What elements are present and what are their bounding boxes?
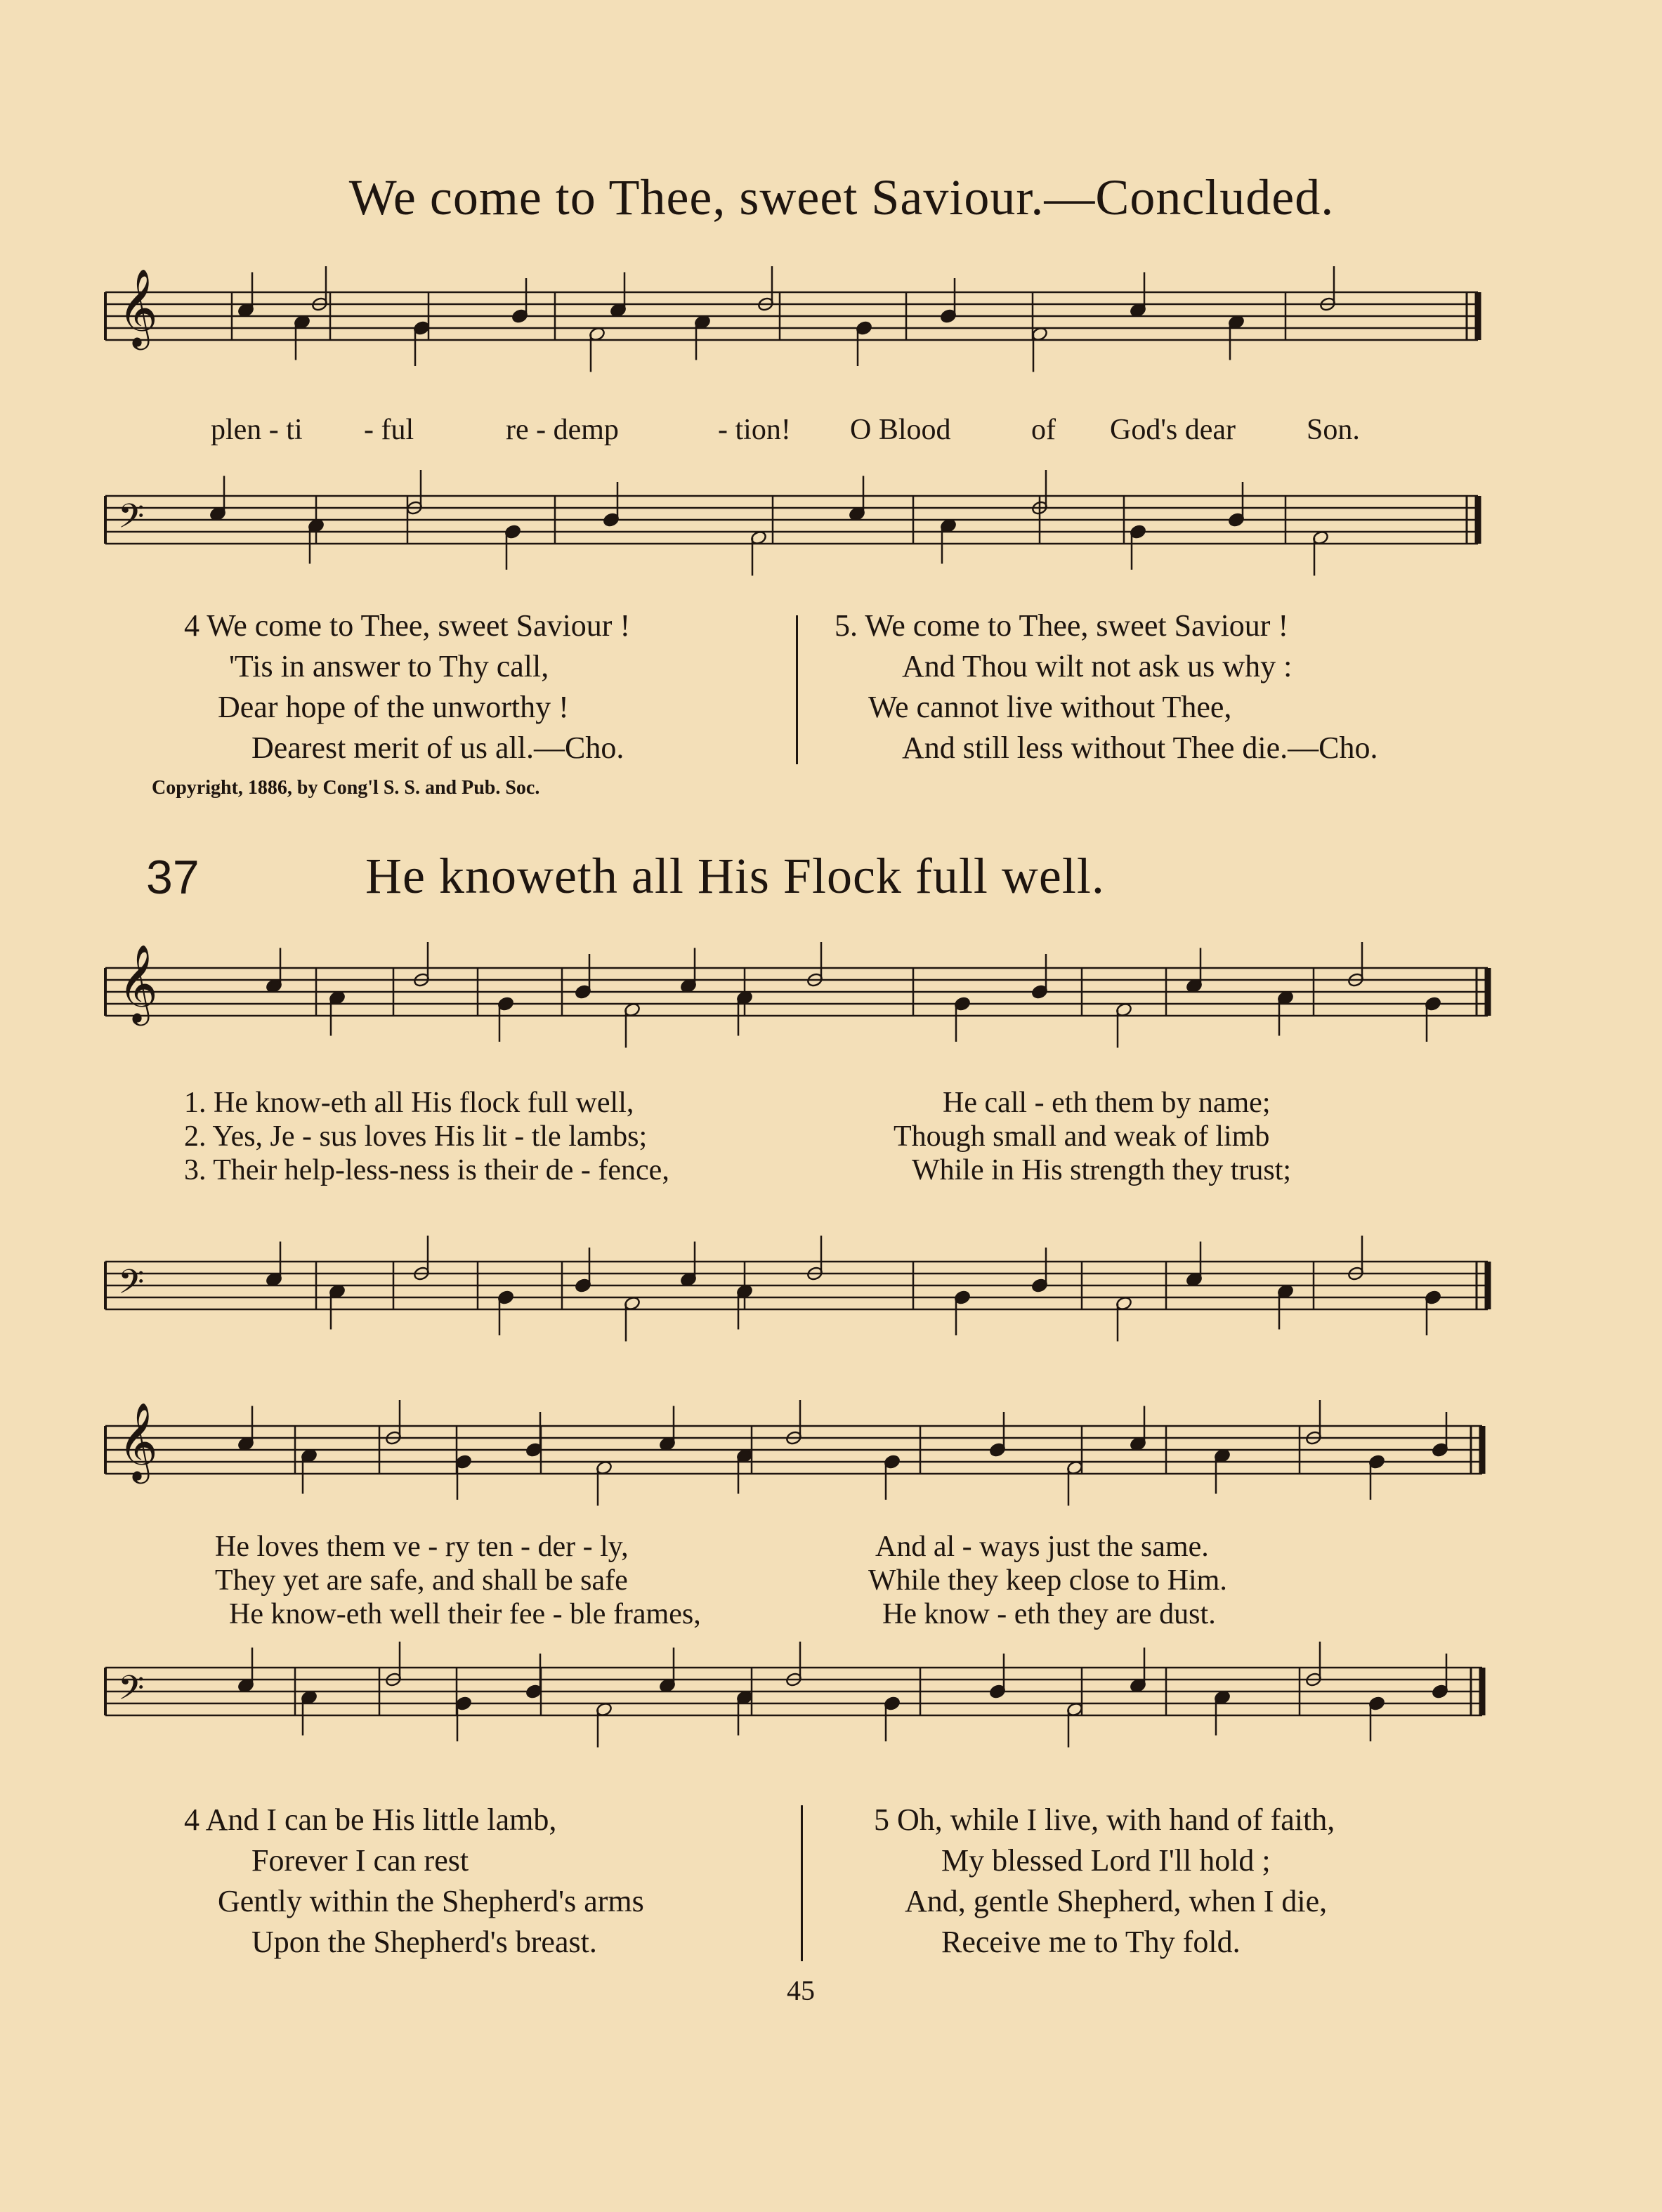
verse-line: Upon the Shepherd's breast. [251,1925,597,1959]
hymn37-verse-5 [874,1800,1335,1963]
lyric-syllable: O Blood [850,414,951,446]
lyric-text: Though small and weak of limb [894,1120,1270,1153]
hymn-number: 37 [146,851,199,904]
bass-staff-3 [0,1637,1662,1777]
lyric-syllable: of [1031,414,1056,446]
verse-line: Dearest merit of us all.—Cho. [251,731,624,765]
hymn36-verse-4 [184,606,630,768]
treble-clef-icon: 𝄞 [118,1401,158,1481]
lyric-syllable: plen - ti [211,414,303,446]
lyric-syllable: - tion! [718,414,791,446]
copyright-notice: Copyright, 1886, by Cong'l S. S. and Pub. Soc. [152,777,540,799]
verse-line: Receive me to Thy fold. [941,1925,1241,1959]
verse-line: We cannot live without Thee, [868,690,1232,724]
bass-staff-1 [0,464,1662,604]
lyric-text: 2. Yes, Je - sus loves His lit - tle lambs; [184,1120,648,1153]
verse-line: 4 And I can be His little lamb, [184,1802,557,1837]
verse-line: And still less without Thee die.—Cho. [902,731,1378,765]
treble-clef-icon: 𝄞 [118,943,158,1023]
verse-line: My blessed Lord I'll hold ; [941,1843,1271,1878]
verse-line: Forever I can rest [251,1843,469,1878]
lyric-text: While in His strength they trust; [912,1154,1292,1186]
verse-line: 5 Oh, while I live, with hand of faith, [874,1802,1335,1837]
verse-line: And, gentle Shepherd, when I die, [905,1884,1328,1918]
bass-clef-icon: 𝄢 [118,1262,145,1310]
hymn-title-concluded: We come to Thee, sweet Saviour.—Concluded. [348,169,1335,225]
lyric-text: 3. Their help-less-ness is their de - fence, [184,1154,669,1186]
treble-clef-icon: 𝄞 [118,268,158,347]
hymn-title: He knoweth all His Flock full well. [365,848,1105,904]
lyric-text: And al - ways just the same. [875,1531,1209,1563]
lyric-syllable: Son. [1307,414,1360,446]
verse-divider [801,1805,803,1961]
verse-divider [796,615,798,764]
bass-clef-icon: 𝄢 [118,496,145,544]
verse-line: Dear hope of the unworthy ! [218,690,569,724]
lyric-text: 1. He know-eth all His flock full well, [184,1087,634,1119]
verse-line: Gently within the Shepherd's arms [218,1884,644,1918]
lyric-text: He know-eth well their fee - ble frames, [229,1598,701,1630]
hymn36-verse-5 [835,606,1378,768]
lyric-text: He loves them ve - ry ten - der - ly, [215,1531,629,1563]
lyric-text: He call - eth them by name; [943,1087,1271,1119]
verse-line: And Thou wilt not ask us why : [902,649,1293,683]
treble-staff-1 [0,260,1662,428]
treble-staff-2 [0,941,1662,1096]
lyric-syllable: God's dear [1110,414,1236,446]
verse-line: 4 We come to Thee, sweet Saviour ! [184,608,631,643]
hymn37-verse-4 [184,1800,644,1963]
lyric-text: While they keep close to Him. [868,1564,1227,1597]
verse-line: 5. We come to Thee, sweet Saviour ! [835,608,1289,643]
bass-clef-icon: 𝄢 [118,1668,145,1716]
lyric-syllable: re - demp [506,414,619,446]
bass-staff-2 [0,1222,1662,1363]
lyric-text: They yet are safe, and shall be safe [215,1564,628,1597]
lyric-syllable: - ful [364,414,414,446]
lyric-text: He know - eth they are dust. [882,1598,1216,1630]
treble-staff-3 [0,1391,1662,1552]
verse-line: 'Tis in answer to Thy call, [229,649,549,683]
page-number: 45 [787,1975,815,2006]
